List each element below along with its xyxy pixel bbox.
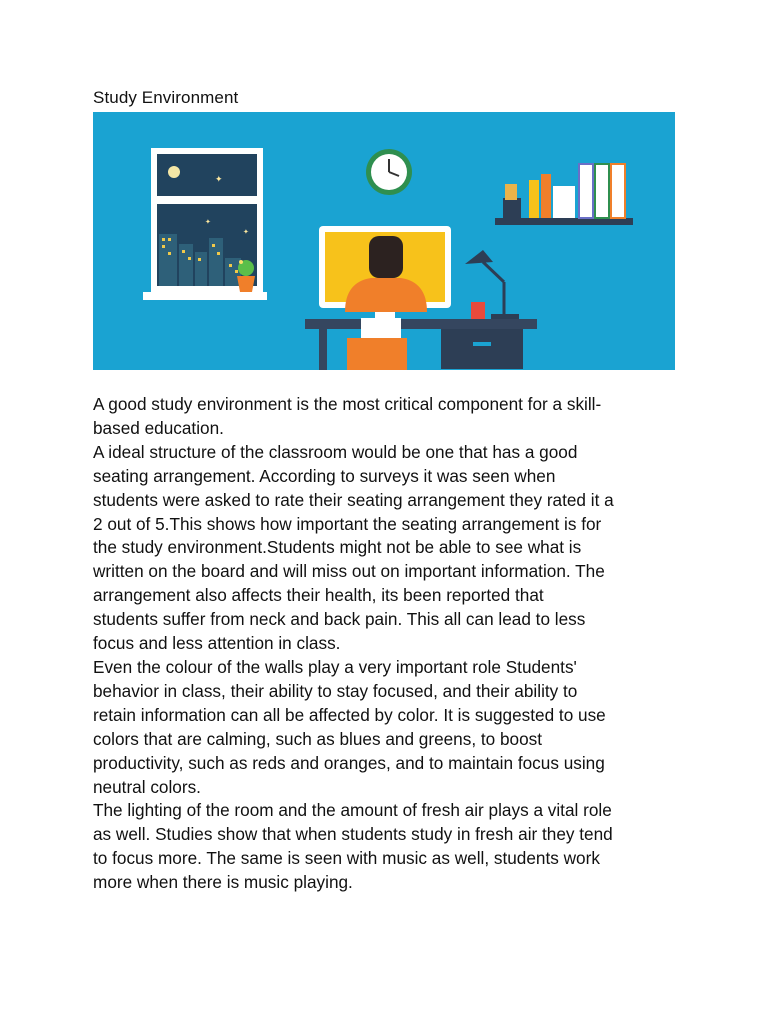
line: to focus more. The same is seen with music as well, students work bbox=[93, 848, 600, 869]
line: seating arrangement. According to surveys it was seen when bbox=[93, 465, 556, 486]
line: A good study environment is the most critical component for a skill- bbox=[93, 394, 602, 414]
line: as well. Studies show that when students study in fresh air they tend bbox=[93, 824, 613, 845]
line: students suffer from neck and back pain. This all can lead to less bbox=[93, 609, 586, 630]
wall-clock-icon bbox=[366, 149, 412, 195]
window bbox=[143, 148, 267, 300]
page-title: Study Environment bbox=[93, 88, 239, 107]
line: Even the colour of the walls play a very important role Students' bbox=[93, 656, 577, 677]
line: arrangement also affects their health, its been reported that bbox=[93, 585, 544, 606]
svg-text:✦: ✦ bbox=[215, 174, 223, 184]
line: the study environment.Students might not be able to see what is bbox=[93, 537, 582, 558]
svg-text:✦: ✦ bbox=[243, 228, 249, 236]
line: students were asked to rate their seating arrangement they rated it a bbox=[93, 489, 614, 510]
line: behavior in class, their ability to stay focused, and their ability to bbox=[93, 680, 578, 701]
mug-icon bbox=[471, 302, 485, 319]
line: based education. bbox=[93, 417, 224, 438]
article-body bbox=[93, 393, 693, 895]
line: focus and less attention in class. bbox=[93, 633, 341, 654]
line: productivity, such as reds and oranges, and to maintain focus using bbox=[93, 752, 605, 773]
line: written on the board and will miss out on important information. The bbox=[93, 561, 605, 582]
line: more when there is music playing. bbox=[93, 872, 353, 893]
line: colors that are calming, such as blues and greens, to boost bbox=[93, 728, 543, 749]
line: A ideal structure of the classroom would be one that has a good bbox=[93, 441, 578, 462]
study-room-illustration bbox=[93, 112, 675, 370]
line: The lighting of the room and the amount of fresh air plays a vital role bbox=[93, 800, 612, 821]
line: neutral colors. bbox=[93, 776, 201, 797]
line: retain information can all be affected by color. It is suggested to use bbox=[93, 704, 606, 725]
line: 2 out of 5.This shows how important the seating arrangement is for bbox=[93, 513, 602, 534]
svg-text:✦: ✦ bbox=[205, 218, 211, 226]
